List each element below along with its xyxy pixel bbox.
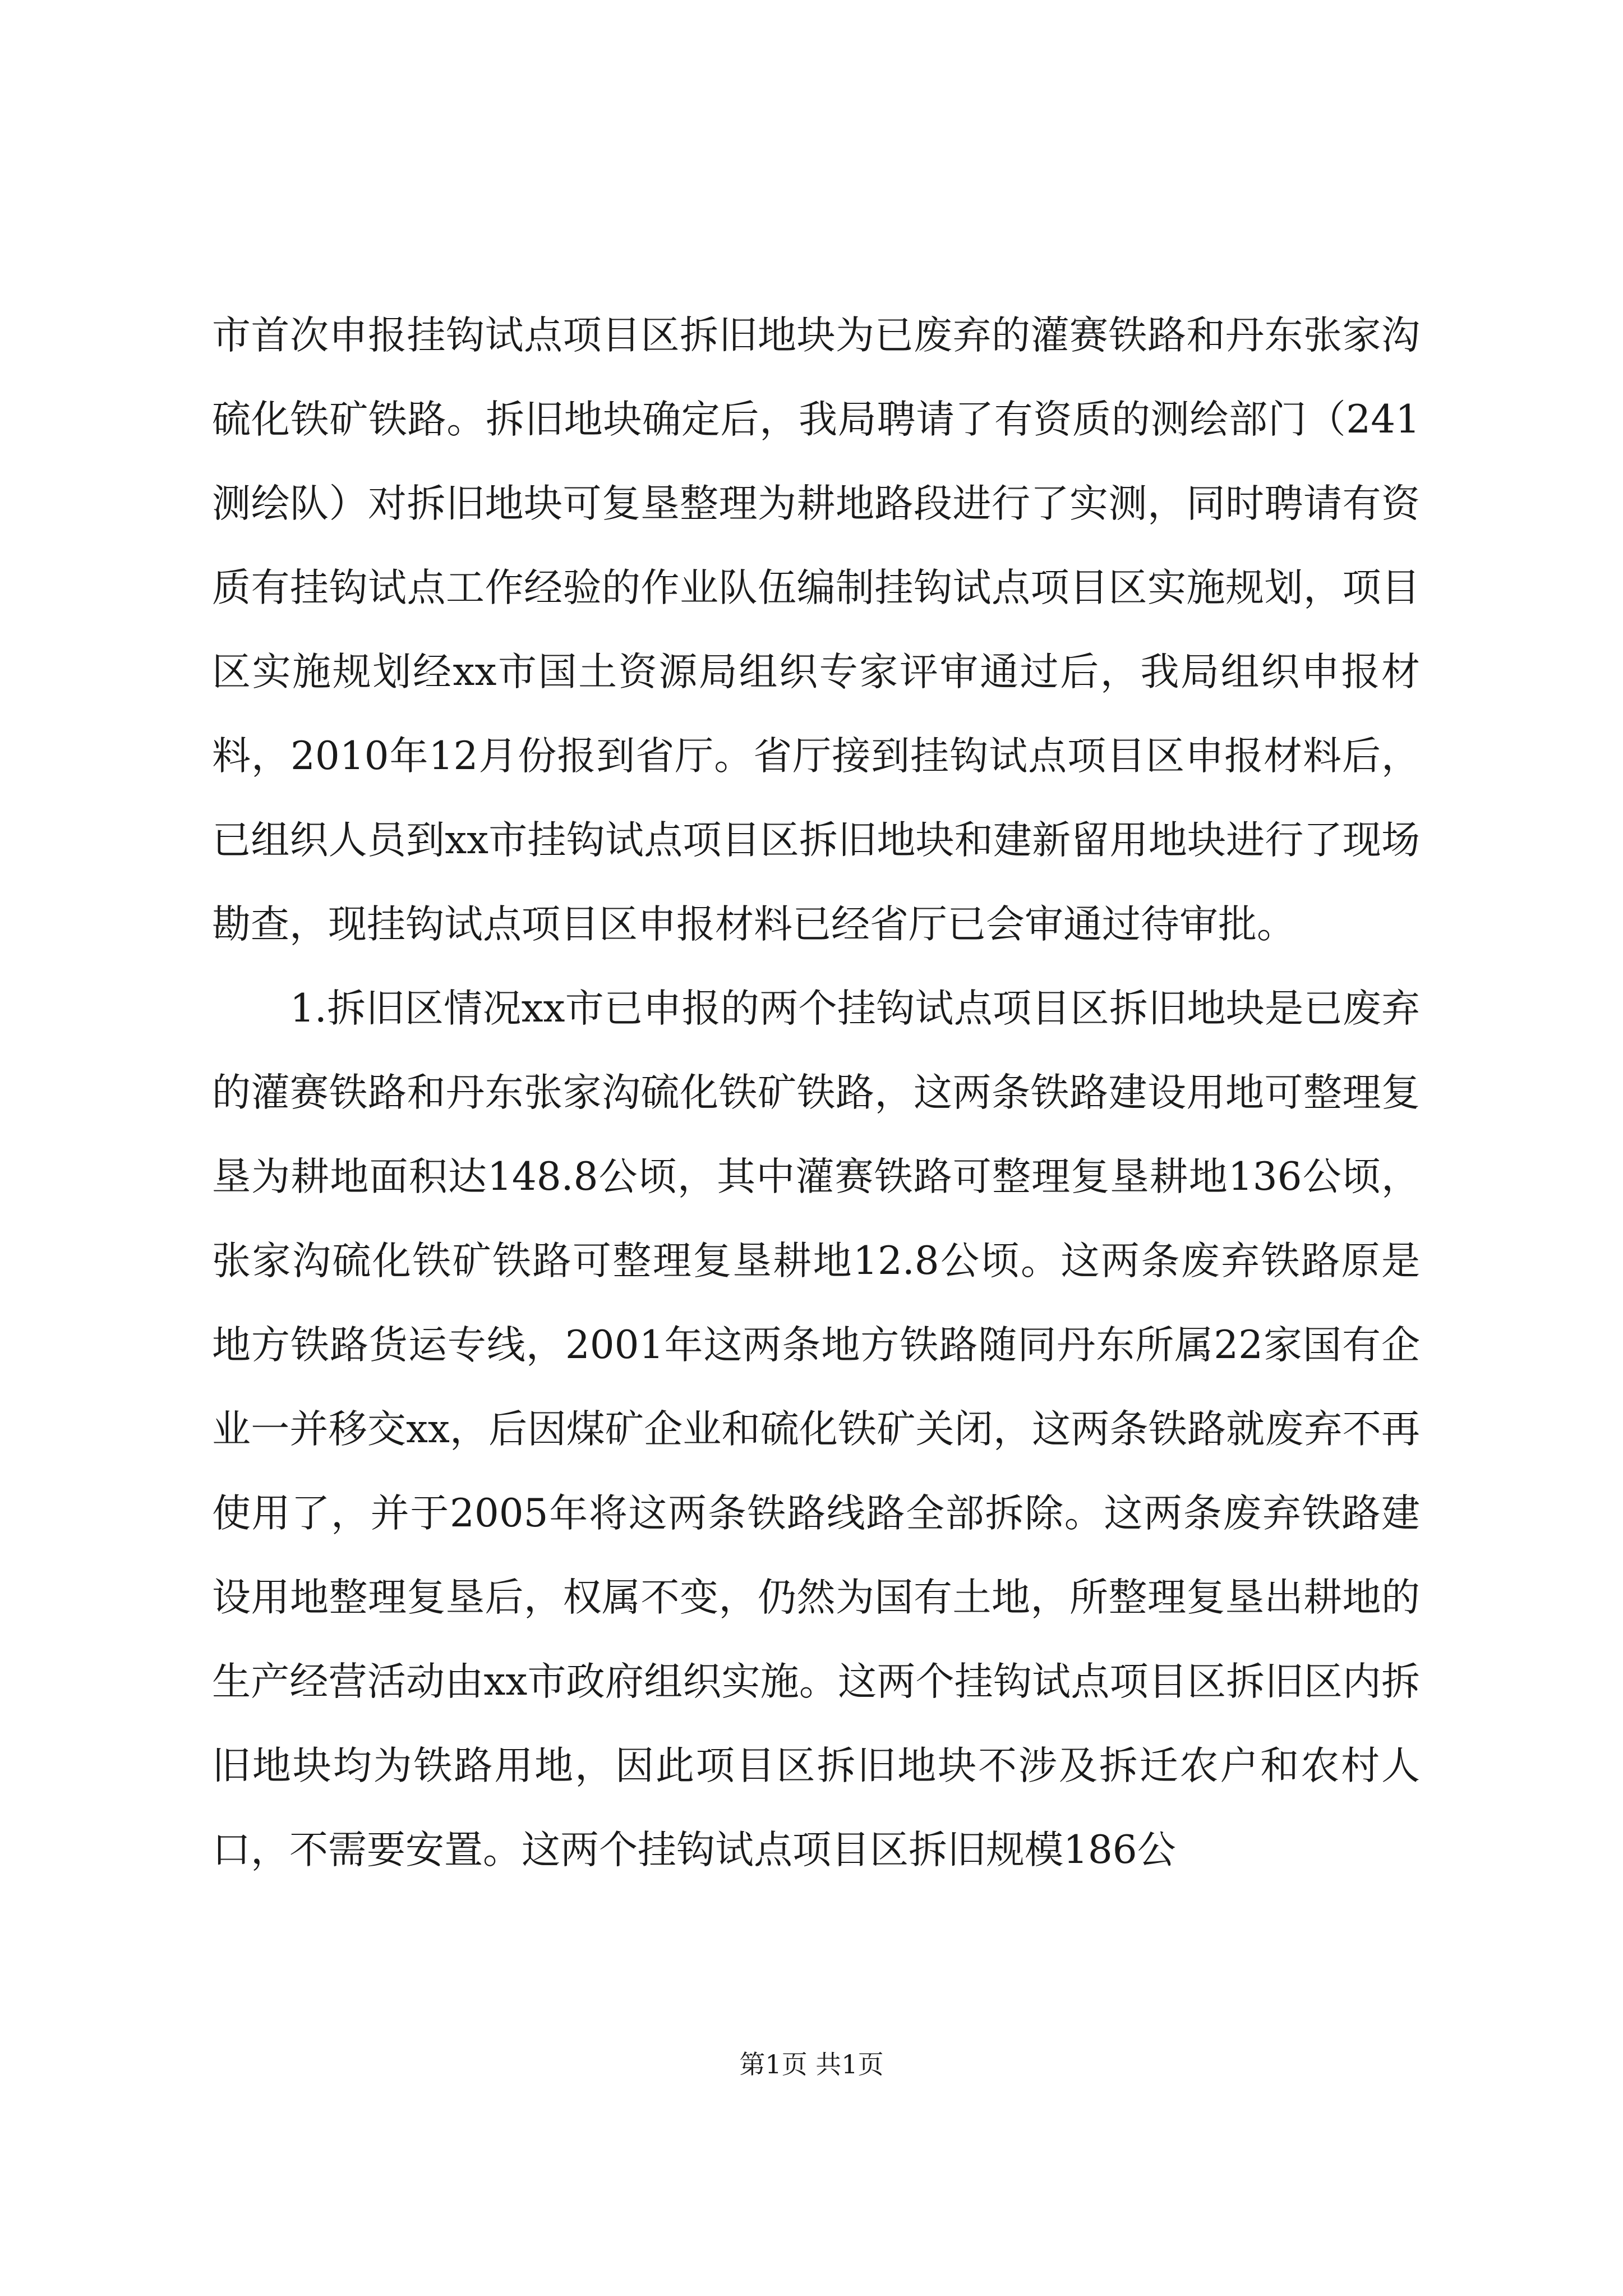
document-body [212, 293, 1420, 1892]
paragraph-demolition-area: 1.拆旧区情况xx市已申报的两个挂钩试点项目区拆旧地块是已废弃的灌赛铁路和丹东张家沟硫化铁矿铁路，这两条铁路建设用地可整理复垦为耕地面积达148.8公顷，其中灌赛铁路可整理复垦耕地136公顷，张家沟硫化铁矿铁路可整理复垦耕地12.8公顷。这两条废弃铁路原是地方铁路货运专线，2001年这两条地方铁路随同丹东所属22家国有企业一并移交xx，后因煤矿企业和硫化铁矿关闭，这两条铁路就废弃不再使用了，并于2005年将这两条铁路线路全部拆除。这两条废弃铁路建设用地整理复垦后，权属不变，仍然为国有土地，所整理复垦出耕地的生产经营活动由xx市政府组织实施。这两个挂钩试点项目区拆旧区内拆旧地块均为铁路用地，因此项目区拆旧地块不涉及拆迁农户和农村人口，不需要安置。这两个挂钩试点项目区拆旧规模186公 [212, 986, 1420, 1872]
page-footer: 第1页 共1页 [739, 2049, 884, 2079]
paragraph-continuation: 市首次申报挂钩试点项目区拆旧地块为已废弃的灌赛铁路和丹东张家沟硫化铁矿铁路。拆旧地块确定后，我局聘请了有资质的测绘部门（241测绘队）对拆旧地块可复垦整理为耕地路段进行了实测，同时聘请有资质有挂钩试点工作经验的作业队伍编制挂钩试点项目区实施规划，项目区实施规划经xx市国土资源局组织专家评审通过后，我局组织申报材料，2010年12月份报到省厅。省厅接到挂钩试点项目区申报材料后，已组织人员到xx市挂钩试点项目区拆旧地块和建新留用地块进行了现场勘查，现挂钩试点项目区申报材料已经省厅已会审通过待审批。 [212, 313, 1420, 947]
